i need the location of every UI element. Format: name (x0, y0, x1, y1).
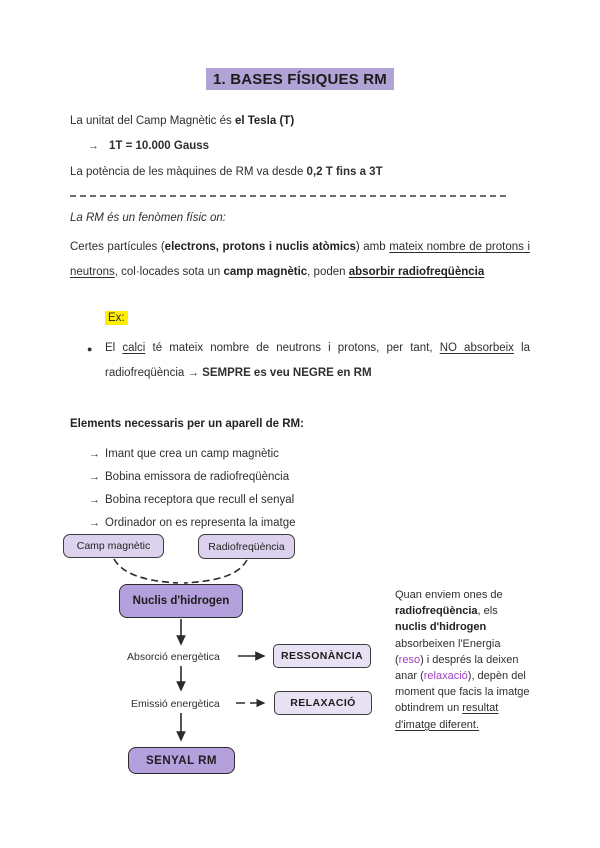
bullet-dot-icon: ● (87, 344, 93, 354)
def-seg-e: , col·locades sota un (114, 266, 224, 278)
list-item (70, 443, 530, 466)
def-seg-g: , poden (307, 266, 349, 278)
list-item-text: Ordinador on es representa la imatge (105, 517, 296, 529)
note-seg-reso: reso (398, 653, 421, 666)
ex-seg-f: SEMPRE es veu NEGRE en RM (202, 367, 372, 379)
arrow-bullet-icon: → (89, 517, 100, 529)
list-item-text: Imant que crea un camp magnètic (105, 448, 279, 460)
dashed-separator (70, 195, 506, 197)
power-line-text: La potència de les màquines de RM va desde (70, 166, 307, 178)
note-seg-i: ), depèn del moment que facis la imatge obtindrem un (395, 670, 530, 715)
power-line-bold: 0,2 T fins a 3T (306, 166, 383, 178)
example-bullet-item (70, 336, 530, 386)
arrow-bullet-icon: → (89, 471, 100, 483)
note-seg-c: , els (477, 605, 498, 618)
node-senyal-rm: SENYAL RM (128, 747, 235, 774)
document-body (0, 114, 600, 535)
def-seg-b: electrons, protons i nuclis atòmics (164, 241, 356, 253)
node-ressonancia: RESSONÀNCIA (273, 644, 371, 668)
page-title: 1. BASES FÍSIQUES RM (206, 68, 394, 90)
def-seg-h: absorbir radiofreqüència (348, 266, 485, 278)
note-seg-a: Quan enviem ones de (395, 589, 503, 601)
def-seg-f: camp magnètic (223, 266, 308, 278)
note-seg-g: ) i després la deixen anar ( (395, 653, 519, 683)
def-seg-d: mateix nombre de protons i neutrons (70, 241, 530, 278)
node-nuclis-hidrogen: Nuclis d'hidrogen (119, 584, 243, 618)
unit-line-bold: el Tesla (T) (234, 115, 295, 127)
node-camp-magnetic: Camp magnètic (63, 534, 164, 558)
ex-seg-d: NO absorbeix (439, 342, 514, 354)
arrow-bullet-icon: → (89, 494, 100, 506)
note-seg-j: resultat d'imatge diferent. (395, 702, 499, 731)
note-seg-relaxacio: relaxació (423, 670, 468, 683)
elements-list (70, 443, 530, 535)
label-absorcio-energetica: Absorció energètica (127, 651, 220, 663)
list-item-text: Bobina emissora de radiofreqüència (105, 471, 290, 483)
gauss-line-bold: 1T = 10.000 Gauss (109, 140, 210, 152)
unit-line (70, 114, 530, 128)
list-item (70, 489, 530, 512)
ex-seg-b: calci (122, 342, 146, 354)
gauss-line (70, 139, 530, 153)
arrow-bullet-icon: → (88, 140, 99, 152)
ex-seg-c: té mateix nombre de neutrons i protons, per tant, (145, 342, 440, 354)
arrow-bullet-icon: → (89, 448, 100, 460)
ex-seg-a: El (105, 342, 123, 354)
label-emissio-energetica: Emissió energètica (131, 698, 220, 710)
note-seg-e: absorbeixen l'Energia ( (395, 637, 501, 666)
title-row (0, 68, 600, 90)
list-item-text: Bobina receptora que recull el senyal (105, 494, 295, 506)
list-item (70, 466, 530, 489)
def-seg-c: ) amb (355, 241, 390, 253)
elements-heading: Elements necessaris per un aparell de RM: (70, 418, 304, 430)
node-relaxacio: RELAXACIÓ (274, 691, 372, 715)
node-radiofrequencia: Radiofreqüència (198, 534, 295, 559)
side-note (395, 587, 530, 733)
power-line (70, 165, 530, 179)
rm-flowchart-diagram (0, 525, 600, 795)
ex-seg-e: la radiofreqüència → (105, 342, 530, 379)
note-seg-b: radiofreqüència (395, 605, 478, 618)
definition-paragraph (70, 235, 530, 285)
note-seg-d: nuclis d'hidrogen (395, 621, 487, 634)
example-label: Ex: (105, 311, 128, 325)
definition-intro: La RM és un fenòmen físic on: (70, 212, 226, 224)
unit-line-text: La unitat del Camp Magnètic és (70, 115, 235, 127)
def-seg-a: Certes partícules ( (70, 241, 165, 253)
